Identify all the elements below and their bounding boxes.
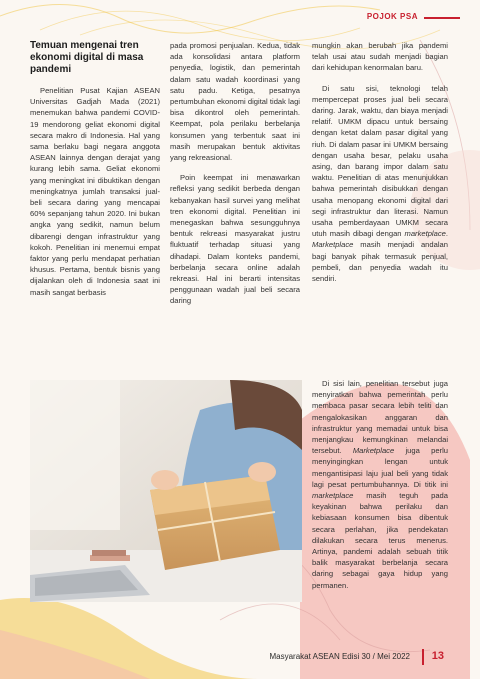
section-label: POJOK PSA	[366, 12, 418, 21]
article-column-3-continued	[312, 378, 448, 600]
parcel-illustration	[30, 380, 302, 602]
footer-publication: Masyarakat ASEAN Edisi 30 / Mei 2022	[269, 652, 410, 661]
paragraph: Poin keempat ini menawarkan refleksi yang sedikit berbeda dengan kebanyakan hasil survei yang melihat tren ekonomi digital. Penelitian ini menegaskan bahwa sesungguhnya bentuk rekreasi masyarakat justru fluktuatif terhadap situasi yang dihadapi. Dalam konteks pandemi, berbelanja secara online adalah rekreasi. Hal ini berarti intensitas penggunaan wadah jual beli secara daring	[170, 173, 300, 306]
page-number: 13	[431, 650, 444, 662]
paragraph: Penelitian Pusat Kajian ASEAN Universitas Gadjah Mada (2021) menemukan bahwa pandemi COVID-19 mendorong geliat ekonomi digital secara makro di Indonesia. Hal yang sama berlaku bagi negara anggota ASEAN lainnya dengan derajat yang kurang lebih sama. Geliat ekonomi yang meningkat ini dibuktikan dengan meningkatnya jumlah transaksi jual-beli secara daring yang mencapai 60% sepanjang tahun 2020. Ini bukan angka yang sedikit, namun belum dibarengi dengan infrastruktur yang kokoh. Penelitian ini menemui empat faktor yang perlu mendapat perhatian khusus. Pertama, bentuk bisnis yang dijalankan oleh di Indonesia saat ini masih sangat berbasis	[30, 86, 160, 297]
article-column-2	[170, 40, 300, 316]
paragraph: Di sisi lain, penelitian tersebut juga menyiratkan bahwa pemerintah perlu membaca pasar secara lebih teliti dan mengalokasikan anggaran dan infrastruktur yang memadai untuk bisa menjangkau kemungkinan melandai tersebut. Marketplace juga perlu menyingingkan lengan untuk mengantisipasi laju jual beli yang tidak lagi pesat pertumbuhannya. Di titik ini marketplace masih teguh pada keyakinan bahwa perilaku dan kebiasaan konsumen bisa dibentuk secara perlahan, jika pendekatan dilakukan secara terus menerus. Artinya, pandemi adalah sebuah titik balik masyarakat berbelanja secara daring sebagai gaya hidup yang permanen.	[312, 379, 448, 590]
article-column-1	[30, 40, 160, 307]
article-column-3	[312, 40, 448, 293]
person-opening-parcel-photo	[30, 380, 302, 602]
paragraph: mungkin akan berubah jika pandemi telah usai atau sudah menjadi bagian dari kehidupan kenormalan baru.	[312, 41, 448, 73]
paragraph: Di satu sisi, teknologi telah mempercepat proses jual beli secara daring. Jarak, waktu, dan biaya menjadi relatif. UMKM dipacu untuk bersaing dengan ketat dalam pasar digital yang riuh. Di dalam pasar ini UMKM bersaing dengan usaha besar, pelaku usaha asing, dan barang impor dalam satu waktu. Penelitian di atas menunjukkan bahwa pemerintah disibukkan dengan usaha menopang ekonomi digital dari segi infrastruktur dan literasi. Namun usaha pemberdayaan UMKM secara utuh masih dibagi dengan marketplace. Marketplace masih menjadi andalan bagi banyak pihak termasuk penjual, pembeli, dan penyedia wadah itu sendiri.	[312, 83, 448, 284]
footer-divider	[422, 649, 424, 665]
paragraph: pada promosi penjualan. Kedua, tidak ada konsolidasi antara platform penyedia, logistik, dan pemerintah dalam satu wadah koordinasi yang satu padu. Ketiga, pesatnya pertumbuhan ekonomi digital tidak lagi bisa dikontrol oleh pemerintah. Keempat, pola perilaku berbelanja konsumen yang terbentuk saat ini masih merupakan bentuk aktivitas yang rekreasional.	[170, 41, 300, 163]
section-underline	[424, 17, 460, 19]
article-title: Temuan mengenai tren ekonomi digital di masa pandemi	[30, 40, 144, 75]
